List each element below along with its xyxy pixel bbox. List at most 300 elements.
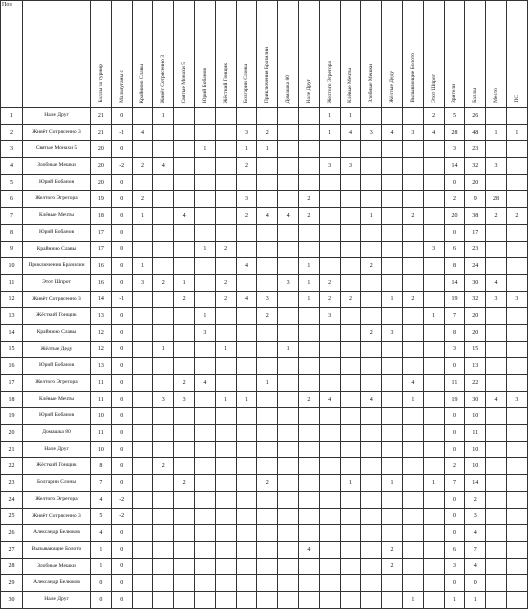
position-cell: 13 [1, 308, 23, 325]
score-cell: 0 [111, 224, 132, 241]
score-cell [486, 258, 507, 275]
score-cell [486, 108, 507, 125]
position-cell: 22 [1, 458, 23, 475]
column-header [486, 1, 507, 108]
table-row [1, 525, 528, 542]
score-cell [361, 191, 382, 208]
score-cell [423, 558, 444, 575]
score-cell [194, 458, 215, 475]
table-row [1, 408, 528, 425]
score-cell [194, 208, 215, 225]
score-cell [506, 158, 527, 175]
score-cell [298, 158, 319, 175]
score-cell [298, 341, 319, 358]
score-cell [382, 224, 403, 241]
score-cell [319, 191, 340, 208]
score-cell [402, 158, 423, 175]
score-cell: 0 [444, 425, 465, 442]
score-cell [278, 141, 299, 158]
column-header-label: Крайнюю Славы [139, 63, 146, 103]
score-cell: 0 [111, 341, 132, 358]
score-cell: 32 [465, 158, 486, 175]
score-cell: 1 [444, 591, 465, 608]
score-cell [194, 558, 215, 575]
score-cell [402, 224, 423, 241]
score-cell: 2 [361, 324, 382, 341]
team-name-cell: Вызывающие Болото [23, 541, 91, 558]
score-cell [506, 508, 527, 525]
score-cell [236, 491, 257, 508]
table-row [1, 191, 528, 208]
score-cell [236, 308, 257, 325]
score-cell [298, 508, 319, 525]
score-cell [194, 174, 215, 191]
score-cell [132, 308, 153, 325]
table-row [1, 391, 528, 408]
score-cell [132, 408, 153, 425]
score-cell: 1 [382, 291, 403, 308]
score-cell [298, 425, 319, 442]
score-cell: 0 [111, 558, 132, 575]
score-cell [132, 375, 153, 392]
score-cell: 11 [465, 425, 486, 442]
score-cell [278, 308, 299, 325]
score-cell: 1 [153, 108, 174, 125]
score-cell [319, 508, 340, 525]
score-cell [340, 324, 361, 341]
table-row [1, 441, 528, 458]
score-cell: 2 [215, 241, 236, 258]
score-cell [382, 391, 403, 408]
score-cell [402, 541, 423, 558]
score-cell [215, 558, 236, 575]
score-cell [278, 458, 299, 475]
score-cell [340, 141, 361, 158]
score-cell: 2 [153, 458, 174, 475]
table-row [1, 274, 528, 291]
score-cell: 3 [236, 191, 257, 208]
table-row [1, 541, 528, 558]
score-cell [174, 558, 195, 575]
score-cell [215, 425, 236, 442]
score-cell [423, 541, 444, 558]
team-name-cell: Этот Шпрот [23, 274, 91, 291]
score-cell [402, 425, 423, 442]
column-header [506, 1, 527, 108]
column-header [340, 1, 361, 108]
score-cell: 3 [444, 141, 465, 158]
score-cell: 3 [382, 324, 403, 341]
score-cell: 20 [444, 208, 465, 225]
score-cell [257, 158, 278, 175]
column-header [423, 1, 444, 108]
column-header-label: Святые Монахи 5 [181, 61, 188, 103]
team-name-cell: Юрий Бобанов [23, 174, 91, 191]
score-cell: 48 [465, 124, 486, 141]
score-cell: 0 [444, 224, 465, 241]
score-cell [153, 174, 174, 191]
score-cell [215, 358, 236, 375]
score-cell: 1 [298, 274, 319, 291]
score-cell [132, 241, 153, 258]
score-cell: 16 [91, 258, 112, 275]
score-cell [423, 441, 444, 458]
score-cell: 3 [153, 391, 174, 408]
score-cell [319, 258, 340, 275]
position-cell: 15 [1, 341, 23, 358]
score-cell: 0 [444, 508, 465, 525]
score-cell [402, 174, 423, 191]
score-cell [382, 441, 403, 458]
corner-label: Поз [1, 1, 23, 108]
score-cell: 20 [91, 174, 112, 191]
score-cell: 13 [91, 358, 112, 375]
score-cell [194, 408, 215, 425]
score-cell [132, 341, 153, 358]
score-cell [278, 241, 299, 258]
score-cell [174, 258, 195, 275]
score-cell [194, 258, 215, 275]
score-cell: 24 [465, 258, 486, 275]
column-header [236, 1, 257, 108]
score-cell: 3 [506, 391, 527, 408]
score-cell [340, 208, 361, 225]
score-cell [278, 425, 299, 442]
score-cell [278, 375, 299, 392]
score-cell [174, 308, 195, 325]
score-cell [215, 174, 236, 191]
score-cell [236, 525, 257, 542]
team-name-cell: Нале Друг [23, 441, 91, 458]
score-cell: 4 [465, 558, 486, 575]
score-cell [486, 141, 507, 158]
score-cell [194, 274, 215, 291]
score-cell [236, 508, 257, 525]
column-header-label: Домашка 80 [285, 74, 292, 103]
score-cell: 1 [340, 108, 361, 125]
score-cell [278, 391, 299, 408]
score-cell [361, 291, 382, 308]
score-cell [153, 258, 174, 275]
score-cell [153, 375, 174, 392]
score-cell [194, 124, 215, 141]
score-cell [298, 141, 319, 158]
score-cell [257, 174, 278, 191]
score-cell [340, 375, 361, 392]
score-cell [236, 108, 257, 125]
column-header-label: Место [493, 88, 500, 103]
score-cell [298, 458, 319, 475]
score-cell [423, 591, 444, 608]
score-cell: 12 [91, 324, 112, 341]
score-cell [215, 491, 236, 508]
score-cell: 3 [194, 324, 215, 341]
score-cell [319, 241, 340, 258]
score-cell [340, 341, 361, 358]
score-cell [298, 441, 319, 458]
score-cell: 11 [444, 375, 465, 392]
column-header [361, 1, 382, 108]
score-cell [361, 425, 382, 442]
score-cell [194, 575, 215, 592]
team-name-cell: Болгарии Слоны [23, 475, 91, 492]
table-row [1, 124, 528, 141]
score-cell: 0 [111, 591, 132, 608]
score-cell [194, 108, 215, 125]
score-cell [402, 558, 423, 575]
score-cell [340, 308, 361, 325]
score-cell: 3 [278, 274, 299, 291]
column-header-label: Баллы за турнир [97, 64, 104, 103]
score-cell [506, 475, 527, 492]
score-cell [506, 575, 527, 592]
score-cell: 23 [465, 241, 486, 258]
position-cell: 5 [1, 174, 23, 191]
table-row [1, 258, 528, 275]
score-cell: 3 [257, 291, 278, 308]
score-cell: 10 [91, 408, 112, 425]
score-cell [423, 458, 444, 475]
score-cell [215, 324, 236, 341]
position-cell: 6 [1, 191, 23, 208]
column-header [402, 1, 423, 108]
team-name-cell: Злобные Мешки [23, 158, 91, 175]
table-row [1, 508, 528, 525]
score-cell [174, 575, 195, 592]
score-cell: 19 [444, 291, 465, 308]
score-cell [194, 508, 215, 525]
team-name-cell: Живёт Сотрясенно 3 [23, 124, 91, 141]
score-cell: 0 [444, 174, 465, 191]
score-cell [194, 425, 215, 442]
score-cell [194, 224, 215, 241]
score-cell: 2 [402, 208, 423, 225]
column-header [132, 1, 153, 108]
score-cell [132, 541, 153, 558]
score-cell [215, 591, 236, 608]
score-cell: 2 [215, 274, 236, 291]
score-cell [506, 224, 527, 241]
score-cell [340, 541, 361, 558]
score-cell [340, 591, 361, 608]
score-cell: 2 [382, 558, 403, 575]
score-cell [402, 274, 423, 291]
score-cell: 1 [278, 341, 299, 358]
column-header-label: ПС [513, 95, 520, 103]
score-cell [174, 591, 195, 608]
score-cell [257, 441, 278, 458]
score-cell [236, 274, 257, 291]
score-cell [340, 241, 361, 258]
score-cell [319, 525, 340, 542]
score-cell: 2 [174, 375, 195, 392]
score-cell: 0 [111, 358, 132, 375]
score-cell [215, 308, 236, 325]
score-cell [278, 191, 299, 208]
score-cell: 0 [111, 458, 132, 475]
score-cell [486, 475, 507, 492]
score-cell: 0 [111, 525, 132, 542]
score-cell: 0 [111, 425, 132, 442]
score-cell [236, 341, 257, 358]
score-cell: 8 [91, 458, 112, 475]
score-cell [194, 441, 215, 458]
score-cell [402, 341, 423, 358]
score-cell: 1 [402, 591, 423, 608]
position-cell: 25 [1, 508, 23, 525]
score-cell [278, 441, 299, 458]
score-cell [402, 508, 423, 525]
score-cell [340, 191, 361, 208]
score-cell [174, 508, 195, 525]
score-cell: 2 [174, 291, 195, 308]
column-header-label: Этот Шпрот [430, 74, 437, 103]
score-cell [174, 158, 195, 175]
column-header-label: Вызывающие Болото [409, 53, 416, 103]
score-cell [506, 491, 527, 508]
score-cell: 0 [111, 208, 132, 225]
score-cell: 4 [402, 375, 423, 392]
score-cell [215, 441, 236, 458]
score-cell [194, 191, 215, 208]
score-cell [257, 558, 278, 575]
score-cell: 3 [444, 341, 465, 358]
score-cell: 4 [298, 541, 319, 558]
score-cell [257, 191, 278, 208]
score-cell: 2 [423, 108, 444, 125]
score-cell [402, 241, 423, 258]
score-cell [194, 341, 215, 358]
score-cell: 38 [465, 208, 486, 225]
position-cell: 30 [1, 591, 23, 608]
column-header [444, 1, 465, 108]
score-cell: 0 [111, 375, 132, 392]
score-cell [486, 441, 507, 458]
score-cell [278, 475, 299, 492]
score-cell: 0 [444, 575, 465, 592]
score-cell: 0 [444, 358, 465, 375]
score-cell [361, 108, 382, 125]
score-cell [486, 541, 507, 558]
score-cell [174, 358, 195, 375]
score-cell: 8 [444, 324, 465, 341]
score-cell [257, 458, 278, 475]
team-name-cell: Желтого Эгрегора [23, 375, 91, 392]
score-cell: 3 [506, 291, 527, 308]
score-cell [423, 208, 444, 225]
score-cell: 1 [361, 208, 382, 225]
score-cell [423, 191, 444, 208]
score-cell [278, 108, 299, 125]
score-cell [506, 108, 527, 125]
team-name-cell: Клёвые Мечты [23, 208, 91, 225]
score-cell [340, 258, 361, 275]
score-cell [132, 458, 153, 475]
score-cell: 1 [236, 391, 257, 408]
score-cell [402, 108, 423, 125]
score-cell: 1 [340, 475, 361, 492]
score-cell [257, 108, 278, 125]
score-cell: 4 [91, 491, 112, 508]
score-cell [506, 375, 527, 392]
score-cell [298, 408, 319, 425]
score-cell [506, 441, 527, 458]
position-cell: 18 [1, 391, 23, 408]
score-cell [319, 141, 340, 158]
score-cell: 1 [91, 558, 112, 575]
score-cell [153, 124, 174, 141]
score-cell [506, 274, 527, 291]
score-cell: 1 [506, 124, 527, 141]
score-cell [319, 208, 340, 225]
score-cell [215, 258, 236, 275]
score-cell: 0 [465, 575, 486, 592]
score-cell [340, 224, 361, 241]
score-cell [132, 558, 153, 575]
score-cell: 3 [132, 274, 153, 291]
score-cell [486, 425, 507, 442]
score-cell [382, 208, 403, 225]
score-cell [132, 108, 153, 125]
team-name-cell: Жёсткий Гонщик [23, 308, 91, 325]
score-cell [257, 324, 278, 341]
score-cell [506, 308, 527, 325]
score-cell: 3 [486, 291, 507, 308]
score-cell [506, 591, 527, 608]
table-row [1, 358, 528, 375]
score-cell [402, 525, 423, 542]
column-header-label: Юрий Бобанов [201, 67, 208, 103]
score-cell [257, 224, 278, 241]
score-cell: 14 [465, 475, 486, 492]
score-cell [132, 425, 153, 442]
score-cell [423, 224, 444, 241]
team-name-cell: Живёт Сотрясенно 3 [23, 508, 91, 525]
score-cell: 17 [91, 224, 112, 241]
score-cell [236, 224, 257, 241]
score-cell [319, 375, 340, 392]
score-cell: 3 [174, 391, 195, 408]
score-cell [174, 425, 195, 442]
score-cell: 11 [91, 375, 112, 392]
score-cell [506, 174, 527, 191]
score-cell: 4 [278, 208, 299, 225]
score-cell: 16 [91, 274, 112, 291]
column-header [153, 1, 174, 108]
score-cell [402, 575, 423, 592]
score-cell: 3 [465, 508, 486, 525]
score-cell: 13 [465, 358, 486, 375]
score-cell [319, 475, 340, 492]
score-cell: 1 [236, 141, 257, 158]
score-cell [382, 575, 403, 592]
score-cell [382, 174, 403, 191]
score-cell [361, 274, 382, 291]
team-name-cell: Юрий Бобанов [23, 408, 91, 425]
score-cell [319, 558, 340, 575]
position-cell: 8 [1, 224, 23, 241]
score-cell: 0 [444, 408, 465, 425]
score-cell [486, 174, 507, 191]
score-cell: 2 [361, 258, 382, 275]
score-cell: 7 [465, 541, 486, 558]
score-cell [402, 324, 423, 341]
score-cell [382, 525, 403, 542]
score-cell [423, 375, 444, 392]
score-cell: 8 [444, 258, 465, 275]
score-cell [215, 475, 236, 492]
score-cell [257, 425, 278, 442]
